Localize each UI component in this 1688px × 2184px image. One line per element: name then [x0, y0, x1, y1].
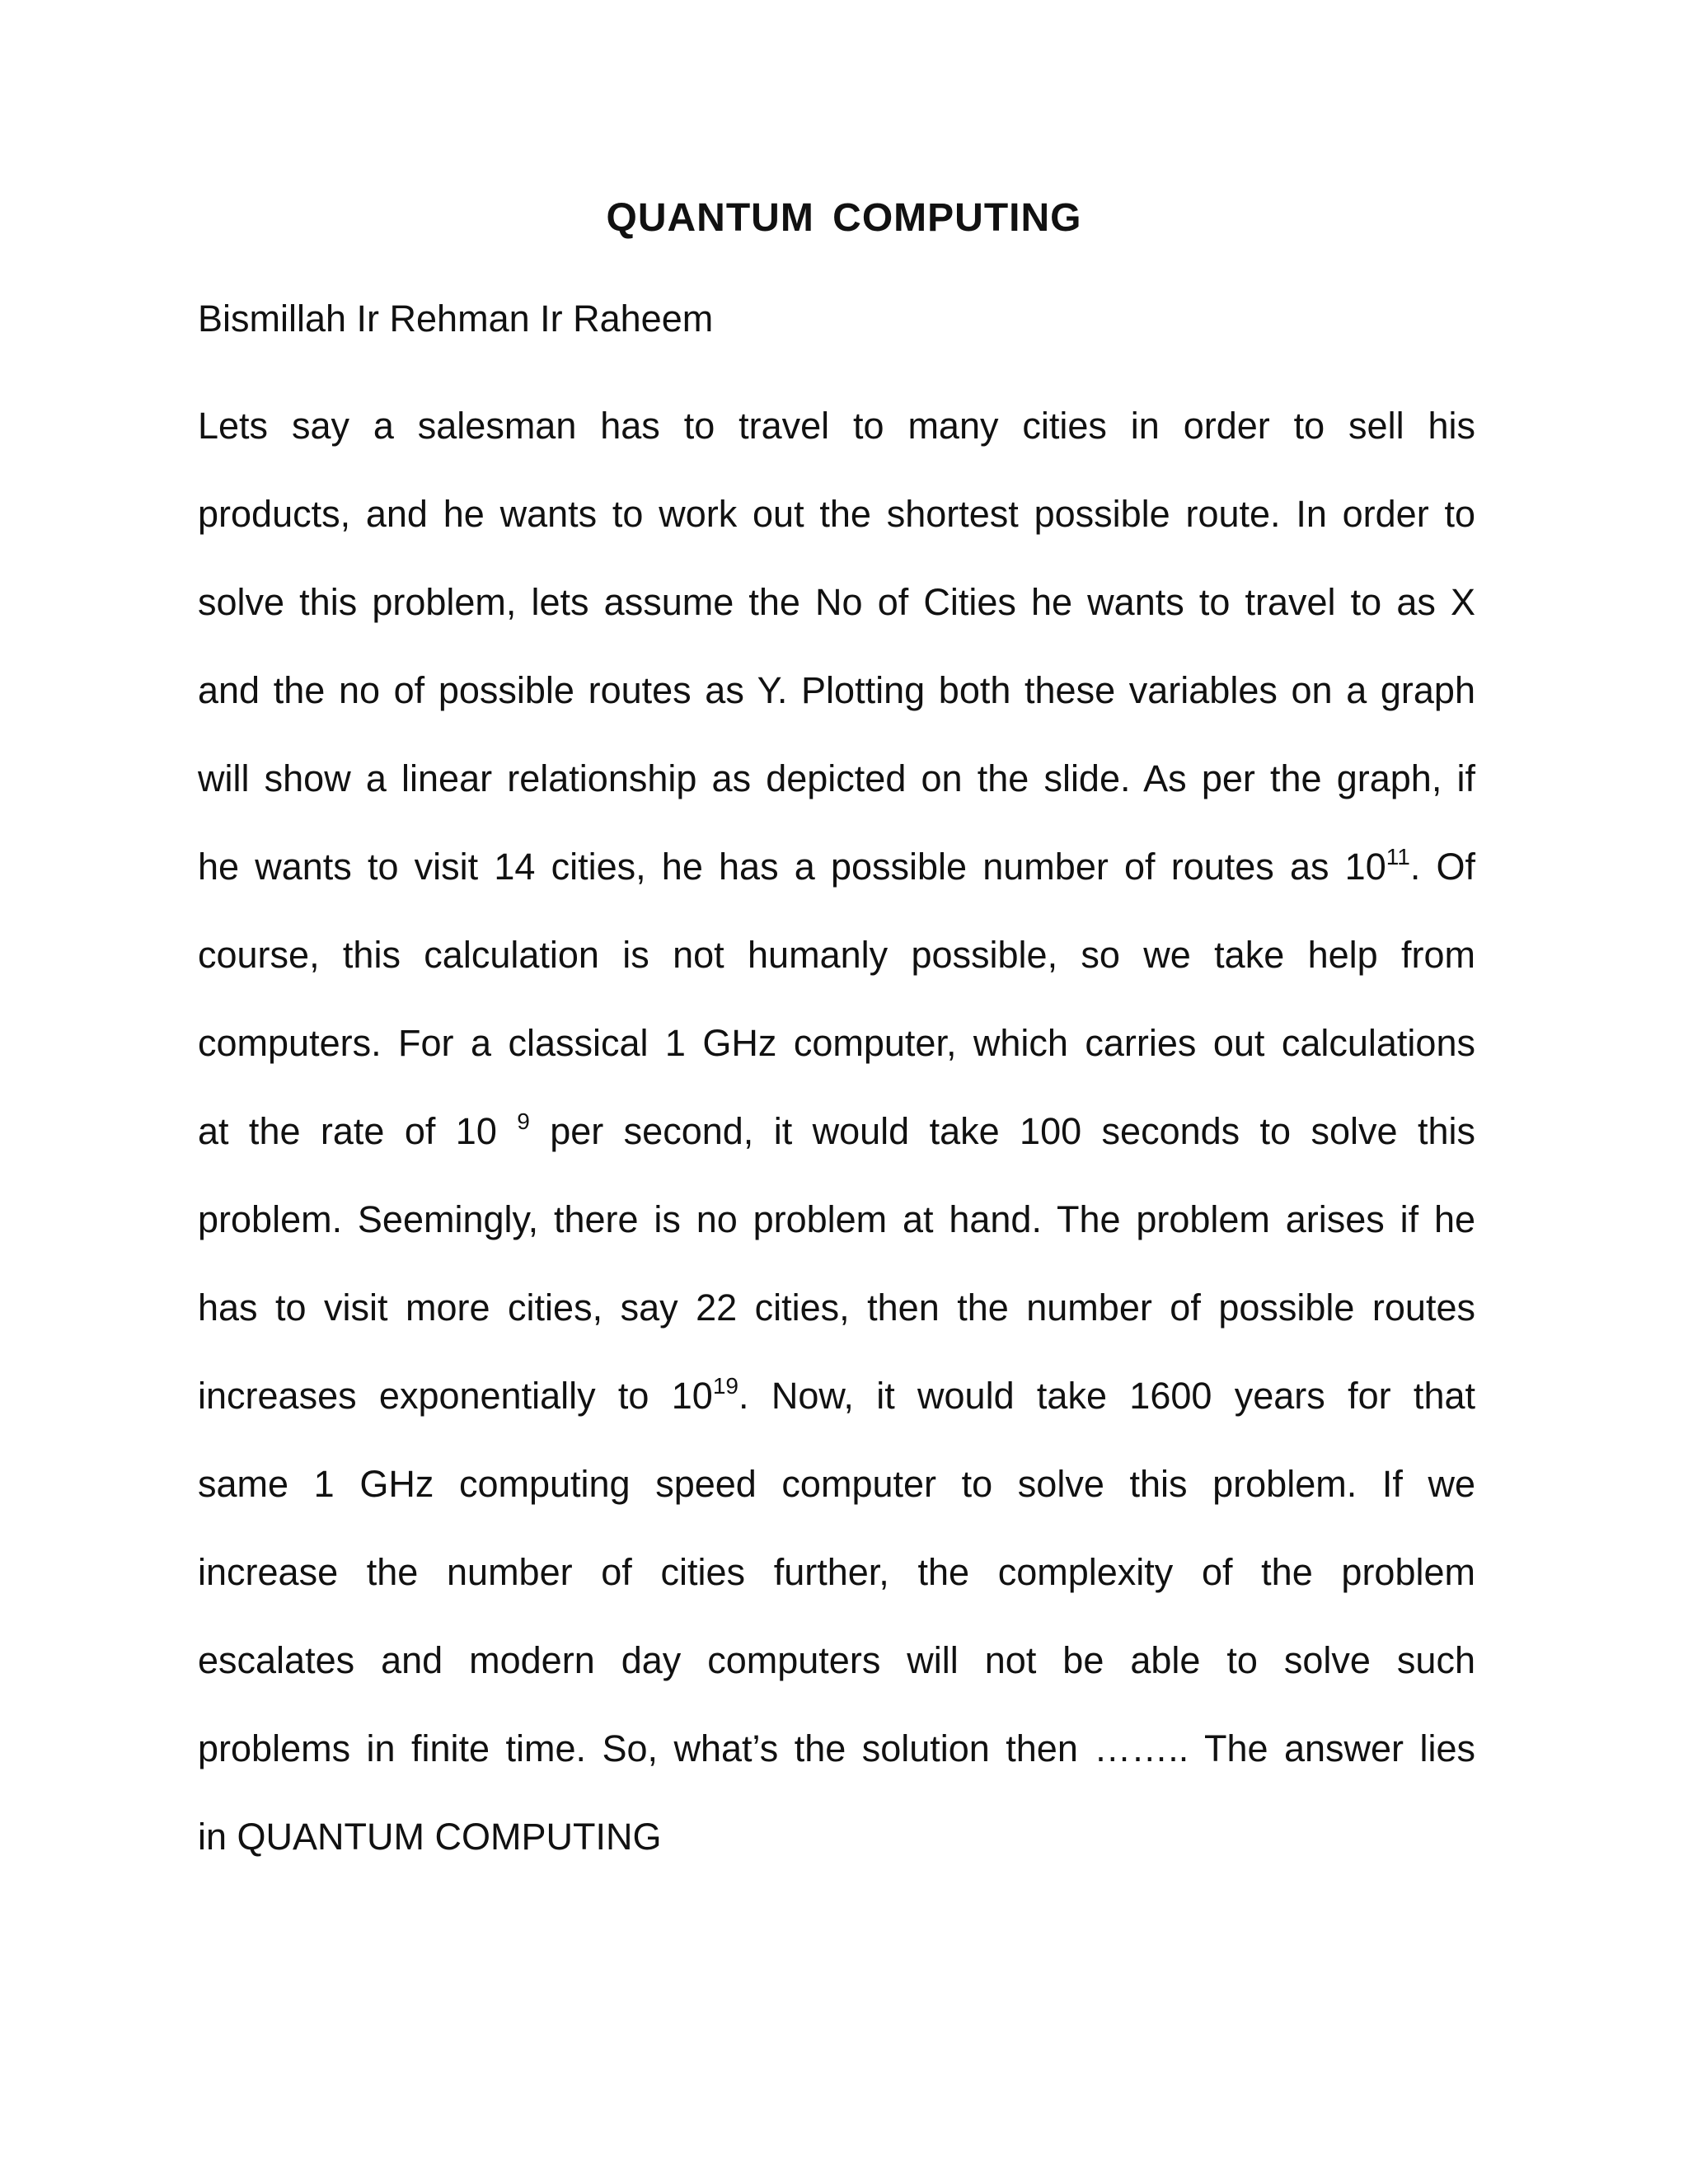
paragraph-line: Lets say a salesman has to travel to many cities in order to sell his [198, 405, 1475, 447]
paragraph-line: problem. Seemingly, there is no problem at hand. The problem arises if he [198, 1198, 1475, 1240]
paragraph-line: escalates and modern day computers will not be able to solve such [198, 1639, 1475, 1681]
paragraph-line: increase the number of cities further, the complexity of the problem [198, 1551, 1475, 1593]
body-paragraph [198, 382, 1475, 1881]
superscript-exponent: 9 [517, 1108, 530, 1134]
paragraph-line: computers. For a classical 1 GHz computer, which carries out calculations [198, 1022, 1475, 1064]
greeting-line: Bismillah Ir Rehman Ir Raheem [198, 298, 714, 340]
paragraph-line: increases exponentially to $10^{19}$. Now, it would take 1600 years for that [198, 1373, 1475, 1417]
paragraph-line: and the no of possible routes as Y. Plotting both these variables on a graph [198, 669, 1475, 711]
document-title: QUANTUM COMPUTING [606, 196, 1082, 240]
paragraph-line: solve this problem, lets assume the No of Cities he wants to travel to as X [198, 581, 1475, 623]
paragraph-line: products, and he wants to work out the shortest possible route. In order to [198, 493, 1475, 535]
paragraph-line: has to visit more cities, say 22 cities, then the number of possible routes [198, 1286, 1475, 1329]
paragraph-line: problems in finite time. So, what’s the solution then …….. The answer lies [198, 1727, 1475, 1769]
paragraph-line: in QUANTUM COMPUTING [198, 1816, 662, 1858]
paragraph-line: same 1 GHz computing speed computer to solve this problem. If we [198, 1463, 1475, 1505]
paragraph-line: he wants to visit 14 cities, he has a possible number of routes as $10^{11}$. Of [198, 844, 1475, 888]
superscript-exponent: 19 [712, 1373, 738, 1399]
paragraph-line: at the rate of 10 $^9$ per second, it would take 100 seconds to solve this [198, 1108, 1475, 1152]
paragraph-line: course, this calculation is not humanly possible, so we take help from [198, 934, 1475, 976]
paragraph-line: will show a linear relationship as depicted on the slide. As per the graph, if [198, 757, 1475, 799]
superscript-exponent: 11 [1386, 844, 1410, 869]
